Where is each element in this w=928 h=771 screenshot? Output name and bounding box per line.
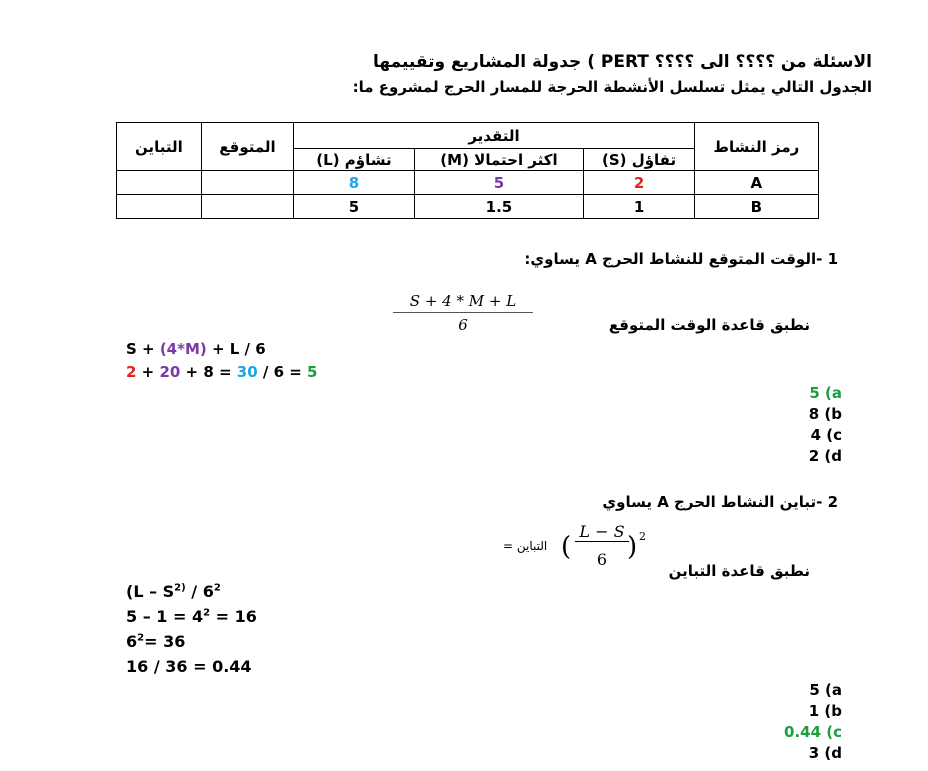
calc-result: 5 xyxy=(307,363,318,381)
calc-sup: 2 xyxy=(203,607,211,619)
calc-part: 5 – 1 = 4 xyxy=(126,607,204,626)
calc-sup: 2 xyxy=(137,632,145,644)
header-variance: التباين xyxy=(117,123,202,171)
rule-variance: نطبق قاعدة التباين xyxy=(668,562,810,580)
header-expected: المتوقع xyxy=(201,123,294,171)
formula-denominator: 6 xyxy=(458,316,468,334)
question-1: 1 -الوقت المتوقع للنشاط الحرج A يساوي: xyxy=(524,250,838,268)
option-d[interactable]: 2 (d xyxy=(808,447,842,465)
paren-close: ) xyxy=(627,532,638,562)
option-b[interactable]: 1 (b xyxy=(808,702,842,720)
header-optimistic: تفاؤل (S) xyxy=(584,149,694,171)
option-b[interactable]: 8 (b xyxy=(808,405,842,423)
variance-calc-line xyxy=(126,632,185,651)
option-d[interactable]: 3 (d xyxy=(808,744,842,762)
calc-sup: 2 xyxy=(213,582,221,594)
calc-op: / 6 = xyxy=(257,363,308,381)
header-most-likely: اكثر احتمالا (M) xyxy=(414,149,584,171)
cell-pessimistic: 5 xyxy=(294,195,414,219)
calc-part: 6 xyxy=(126,632,138,651)
cell-pessimistic: 8 xyxy=(294,171,414,195)
expected-time-formula xyxy=(393,292,533,338)
calc-op: + 8 = xyxy=(180,363,237,381)
header-estimate: التقدير xyxy=(294,123,694,149)
question-2: 2 -تباين النشاط الحرج A يساوي xyxy=(602,493,838,511)
calc-formula-line xyxy=(126,340,266,358)
calc-part: (4*M) xyxy=(159,340,207,358)
cell-most-likely: 1.5 xyxy=(414,195,584,219)
formula-denominator: 6 xyxy=(596,550,608,569)
question-1-options xyxy=(809,383,842,467)
calc-op: + xyxy=(136,363,160,381)
calc-part: + L / 6 xyxy=(206,340,266,358)
calc-sum: 30 xyxy=(236,363,258,381)
formula-lhs: التباين = xyxy=(503,539,548,553)
option-a[interactable]: 5 (a xyxy=(809,681,842,699)
cell-optimistic: 1 xyxy=(584,195,694,219)
option-a[interactable]: 5 (a xyxy=(809,384,842,402)
page-subtitle: الجدول التالي يمثل تسلسل الأنشطة الحرجة للمسار الحرج لمشروع ما: xyxy=(352,78,872,96)
variance-formula xyxy=(503,522,653,578)
calc-part: 16 / 36 = 0.44 xyxy=(126,657,252,676)
paren-open: ( xyxy=(561,532,572,562)
calc-m: 20 xyxy=(159,363,181,381)
formula-numerator: L − S xyxy=(575,522,629,542)
cell-expected xyxy=(201,171,294,195)
pert-table xyxy=(116,122,819,219)
cell-optimistic: 2 xyxy=(584,171,694,195)
cell-most-likely: 5 xyxy=(414,171,584,195)
calc-part: = 36 xyxy=(144,632,186,651)
calc-part: (L – S xyxy=(126,582,175,601)
header-pessimistic: تشاؤم (L) xyxy=(294,149,414,171)
cell-variance xyxy=(117,195,202,219)
page-title: الاسئلة من ؟؟؟؟ الى ؟؟؟؟ PERT ) جدولة المشاريع وتقييمها xyxy=(372,52,872,72)
option-c[interactable]: 0.44 (c xyxy=(784,723,842,741)
calc-sup: 2) xyxy=(174,582,186,594)
cell-variance xyxy=(117,171,202,195)
variance-calc-line xyxy=(126,607,257,626)
question-2-options xyxy=(784,680,842,764)
calc-s: 2 xyxy=(126,363,137,381)
cell-expected xyxy=(201,195,294,219)
variance-calc-line xyxy=(126,657,252,676)
cell-activity: A xyxy=(694,171,818,195)
cell-activity: B xyxy=(694,195,818,219)
variance-calc-line xyxy=(126,582,221,601)
table-row xyxy=(117,171,819,195)
calc-part: = 16 xyxy=(210,607,257,626)
rule-expected-time: نطبق قاعدة الوقت المتوقع xyxy=(608,316,810,334)
option-c[interactable]: 4 (c xyxy=(810,426,842,444)
calc-values-line xyxy=(126,363,317,381)
calc-part: S + xyxy=(126,340,160,358)
formula-numerator: S + 4 * M + L xyxy=(393,292,533,313)
table-row xyxy=(117,195,819,219)
calc-part: / 6 xyxy=(185,582,214,601)
formula-power: 2 xyxy=(639,530,646,543)
header-activity: رمز النشاط xyxy=(694,123,818,171)
